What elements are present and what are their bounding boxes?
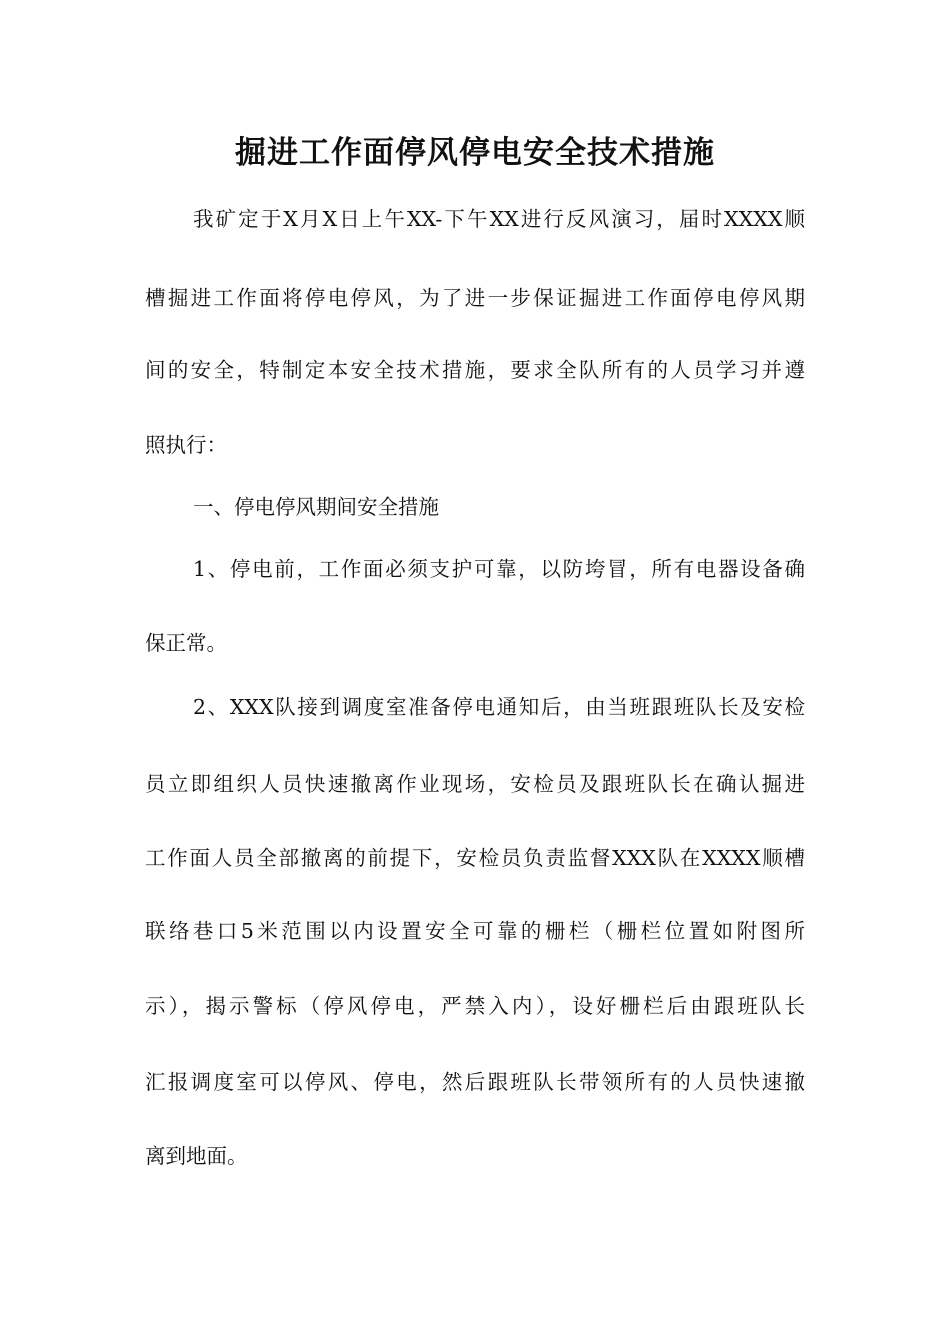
paragraph-line: 离到地面。 (145, 1144, 248, 1168)
paragraph-line: 我矿定于X月X日上午XX-下午XX进行反风演习，届时XXXX顺 (193, 207, 805, 231)
paragraph-line: 间的安全，特制定本安全技术措施，要求全队所有的人员学习并遵 (145, 358, 805, 382)
paragraph-line: 联络巷口5米范围以内设置安全可靠的栅栏（栅栏位置如附图所 (145, 919, 805, 943)
paragraph-line: 汇报调度室可以停风、停电，然后跟班队长带领所有的人员快速撤 (145, 1070, 805, 1094)
document-title: 掘进工作面停风停电安全技术措施 (235, 135, 715, 171)
paragraph-line: 员立即组织人员快速撤离作业现场，安检员及跟班队长在确认掘进 (145, 772, 805, 796)
paragraph-line: 1、停电前，工作面必须支护可靠，以防垮冒，所有电器设备确 (193, 557, 805, 581)
paragraph-line: 照执行： (145, 433, 227, 457)
paragraph-line: 槽掘进工作面将停电停风，为了进一步保证掘进工作面停电停风期 (145, 286, 805, 310)
section-heading: 一、停电停风期间安全措施 (193, 495, 439, 519)
paragraph-line: 2、XXX队接到调度室准备停电通知后，由当班跟班队长及安检 (193, 695, 805, 719)
paragraph-line: 保正常。 (145, 631, 227, 655)
paragraph-line: 工作面人员全部撤离的前提下，安检员负责监督XXX队在XXXX顺槽 (145, 846, 805, 870)
paragraph-line: 示），揭示警标（停风停电，严禁入内），设好栅栏后由跟班队长 (145, 994, 805, 1018)
